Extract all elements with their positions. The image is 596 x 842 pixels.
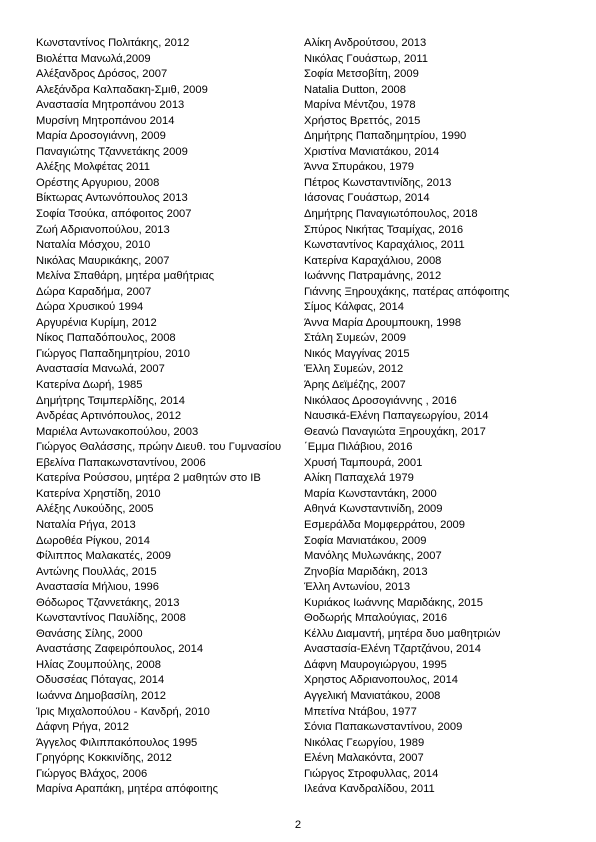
- signatory-entry: Δημήτρης Παναγιωτόπουλος, 2018: [304, 208, 478, 221]
- signatory-entry: Ναταλία Μόσχου, 2010: [36, 239, 151, 252]
- signatory-entry: Νικός Μαγγίνας 2015: [304, 347, 410, 360]
- signatory-entry: Δωροθέα Ρίγκου, 2014: [36, 534, 151, 547]
- signatory-entry: Σοφία Μανιατάκου, 2009: [304, 534, 427, 547]
- signatory-entry: Αλέξης Μολφέτας 2011: [36, 161, 151, 174]
- signatory-entry: Βίκτωρας Αντωνόπουλος 2013: [36, 192, 188, 205]
- signatory-entry: Ορέστης Αργυριου, 2008: [36, 176, 160, 189]
- page-number: 2: [294, 819, 302, 831]
- signatory-entry: Μελίνα Σπαθάρη, μητέρα μαθήτριας: [36, 270, 214, 283]
- signatory-entry: Κωνσταντίνος Παυλίδης, 2008: [36, 612, 186, 625]
- signatory-entry: Θόδωρος Τζαννετάκης, 2013: [36, 596, 180, 609]
- signatory-entry: Σίμος Κάλφας, 2014: [304, 301, 404, 314]
- signatory-entry: Κυριάκος Ιωάννης Μαριδάκης, 2015: [304, 596, 483, 609]
- signatory-entry: Άννα Μαρία Δρουμπουκη, 1998: [304, 316, 462, 329]
- signatory-entry: Δημήτρης Παπαδημητρίου, 1990: [304, 130, 467, 143]
- signatory-entry: Αλεξάνδρα Καλπαδακη-Σμιθ, 2009: [36, 83, 208, 96]
- signatory-entry: Ναταλία Ρήγα, 2013: [36, 518, 136, 531]
- signatory-entry: Νικόλαος Δροσογιάννης , 2016: [304, 394, 457, 407]
- signatory-entry: Φίλιππος Μαλακατές, 2009: [36, 550, 171, 563]
- signatory-entry: Νίκος Παπαδόπουλος, 2008: [36, 332, 176, 345]
- signatory-entry: Αντώνης Πουλλάς, 2015: [36, 565, 157, 578]
- signatory-entry: Μαρία Κωνσταντάκη, 2000: [304, 487, 437, 500]
- signatory-entry: Εσμεράλδα Μομφερράτου, 2009: [304, 518, 465, 531]
- signatory-entry: Νικόλας Μαυρικάκης, 2007: [36, 254, 170, 267]
- signatory-entry: Αλέξης Λυκούδης, 2005: [36, 503, 154, 516]
- signatory-entry: Δώρα Χρυσικού 1994: [36, 301, 144, 314]
- signatory-entry: Άγγελος Φιλιππακόπουλος 1995: [36, 736, 198, 749]
- signatory-entry: Χριστίνα Μανιατάκου, 2014: [304, 145, 440, 158]
- signatory-entry: Γιώργος Βλάχος, 2006: [36, 767, 148, 780]
- signatory-entry: Δάφνη Ρήγα, 2012: [36, 721, 129, 734]
- signatory-entry: Χρήστος Βρεττός, 2015: [304, 114, 421, 127]
- signatory-entry: Δημήτρης Τσιμπερλίδης, 2014: [36, 394, 185, 407]
- signatory-entry: Χρηστος Αδριανοπουλος, 2014: [304, 674, 459, 687]
- signatory-entry: Μαρία Δροσογιάννη, 2009: [36, 130, 166, 143]
- signatory-entry: Στάλη Συμεών, 2009: [304, 332, 406, 345]
- signatory-entry: Κατερίνα Δωρή, 1985: [36, 379, 143, 392]
- signatory-list-right: [304, 36, 566, 798]
- signatory-entry: Γιώργος Θαλάσσης, πρώην Διευθ. του Γυμνασίου: [36, 441, 282, 454]
- signatory-entry: Μπετίνα Ντάβου, 1977: [304, 705, 417, 718]
- signatory-entry: Κέλλυ Διαμαντή, μητέρα δυο μαθητριών: [304, 627, 501, 640]
- signatory-entry: Μυρσίνη Μητροπάνου 2014: [36, 114, 175, 127]
- signatory-entry: Αλίκη Ανδρούτσου, 2013: [304, 37, 427, 49]
- signatory-entry: Άρης Δεϊμέζης, 2007: [304, 379, 406, 392]
- signatory-entry: Αναστασία Μήλιου, 1996: [36, 581, 159, 594]
- signatory-entry: Σοφία Τσούκα, απόφοιτος 2007: [36, 208, 192, 221]
- signatory-entry: Οδυσσέας Πόταγας, 2014: [36, 674, 165, 687]
- signatory-entry: Αναστασία Μητροπάνου 2013: [36, 99, 185, 112]
- signatory-entry: Θανάσης Σίλης, 2000: [36, 627, 143, 640]
- signatory-entry: Μανόλης Μυλωνάκης, 2007: [304, 550, 442, 563]
- signatory-entry: Κατερίνα Καραχάλιου, 2008: [304, 254, 442, 267]
- signatory-entry: Ιάσονας Γουάστωρ, 2014: [304, 192, 430, 205]
- signatory-entry: Γιώργος Παπαδημητρίου, 2010: [36, 347, 190, 360]
- signatory-entry: Αλέξανδρος Δρόσος, 2007: [36, 68, 168, 81]
- signatory-list-left: [36, 36, 298, 798]
- signatory-entry: Κωνσταντίνος Πολιτάκης, 2012: [36, 37, 190, 49]
- signatory-entry: Μαριέλα Αντωνακοπούλου, 2003: [36, 425, 199, 438]
- signatory-entry: Σοφία Μετσοβίτη, 2009: [304, 68, 419, 81]
- signatory-entry: Ανδρέας Αρτινόπουλος, 2012: [36, 410, 182, 423]
- signatory-entry: Μαρίνα Αραπάκη, μητέρα απόφοιτης: [36, 783, 218, 796]
- signatory-entry: Νικόλας Γουάστωρ, 2011: [304, 52, 428, 65]
- signatory-entry: Ίρις Μιχαλοπούλου - Κανδρή, 2010: [36, 705, 210, 718]
- signatory-entry: Εβελίνα Παπακωνσταντίνου, 2006: [36, 456, 206, 469]
- signatory-entry: Ελένη Μαλακόντα, 2007: [304, 752, 424, 765]
- signatory-entry: Ζηνοβία Μαριδάκη, 2013: [304, 565, 428, 578]
- signatory-entry: Χρυσή Ταμπουρά, 2001: [304, 456, 423, 469]
- signatory-entry: Γρηγόρης Κοκκινίδης, 2012: [36, 752, 172, 765]
- signatory-entry: Δώρα Καραδήμα, 2007: [36, 285, 152, 298]
- signatory-entry: Σόνια Παπακωνσταντίνου, 2009: [304, 721, 463, 734]
- signatory-entry: Σπύρος Νικήτας Τσαμίχας, 2016: [304, 223, 464, 236]
- signatory-entry: Αλίκη Παπαχελά 1979: [304, 472, 414, 485]
- signatory-entry: Μαρίνα Μέντζου, 1978: [304, 99, 416, 112]
- signatory-entry: ΄Εμμα Πιλάβιου, 2016: [304, 441, 413, 454]
- signatory-entry: Κατερίνα Ρούσσου, μητέρα 2 μαθητών στο ΙΒ: [36, 472, 261, 485]
- signatory-entry: Θοδωρής Μπαλούγιας, 2016: [304, 612, 448, 625]
- signatory-entry: Νικόλας Γεωργίου, 1989: [304, 736, 425, 749]
- signatory-entry: Αναστασία Μανωλά, 2007: [36, 363, 165, 376]
- signatory-entry: Ιωάννης Πατραμάνης, 2012: [304, 270, 442, 283]
- signatory-entry: Αναστασία-Ελένη Τζαρτζάνου, 2014: [304, 643, 481, 656]
- signatory-entry: Παναγιώτης Τζαννετάκης 2009: [36, 145, 188, 158]
- signatory-entry: Αναστάσης Ζαφειρόπουλος, 2014: [36, 643, 204, 656]
- signatory-entry: Ιωάννα Δημοβασίλη, 2012: [36, 689, 167, 702]
- signatory-entry: Έλλη Αντωνίου, 2013: [304, 581, 411, 594]
- signatory-entry: Θεανώ Παναγιώτα Ξηρουχάκη, 2017: [304, 425, 486, 438]
- signatory-entry: Natalia Dutton, 2008: [304, 83, 406, 96]
- signatory-entry: Ηλίας Ζουμπούλης, 2008: [36, 658, 161, 671]
- signatory-entry: Αθηνά Κωνσταντινίδη, 2009: [304, 503, 443, 516]
- signatory-entry: Κωνσταντίνος Καραχάλιος, 2011: [304, 239, 465, 252]
- signatory-entry: Αργυρένια Κυρίμη, 2012: [36, 316, 157, 329]
- signatory-entry: Βιολέττα Μανωλά,2009: [36, 52, 151, 65]
- signatory-entry: Γιάννης Ξηρουχάκης, πατέρας απόφοιτης: [304, 285, 510, 298]
- signatory-entry: Αγγελική Μανιατάκου, 2008: [304, 689, 441, 702]
- signatory-entry: Γιώργος Στροφυλλας, 2014: [304, 767, 439, 780]
- signatory-entry: Έλλη Συμεών, 2012: [304, 363, 404, 376]
- signatory-entry: Δάφνη Μαυρογιώργου, 1995: [304, 658, 447, 671]
- signatory-entry: Άννα Σπυράκου, 1979: [304, 161, 414, 174]
- signatory-entry: Ιλεάνα Κανδραλίδου, 2011: [304, 783, 435, 796]
- signatory-entry: Πέτρος Κωνσταντινίδης, 2013: [304, 176, 452, 189]
- signatory-entry: Κατερίνα Χρηστίδη, 2010: [36, 487, 161, 500]
- signatory-entry: Ναυσικά-Ελένη Παπαγεωργίου, 2014: [304, 410, 489, 423]
- signatory-entry: Ζωή Αδριανοπούλου, 2013: [36, 223, 170, 236]
